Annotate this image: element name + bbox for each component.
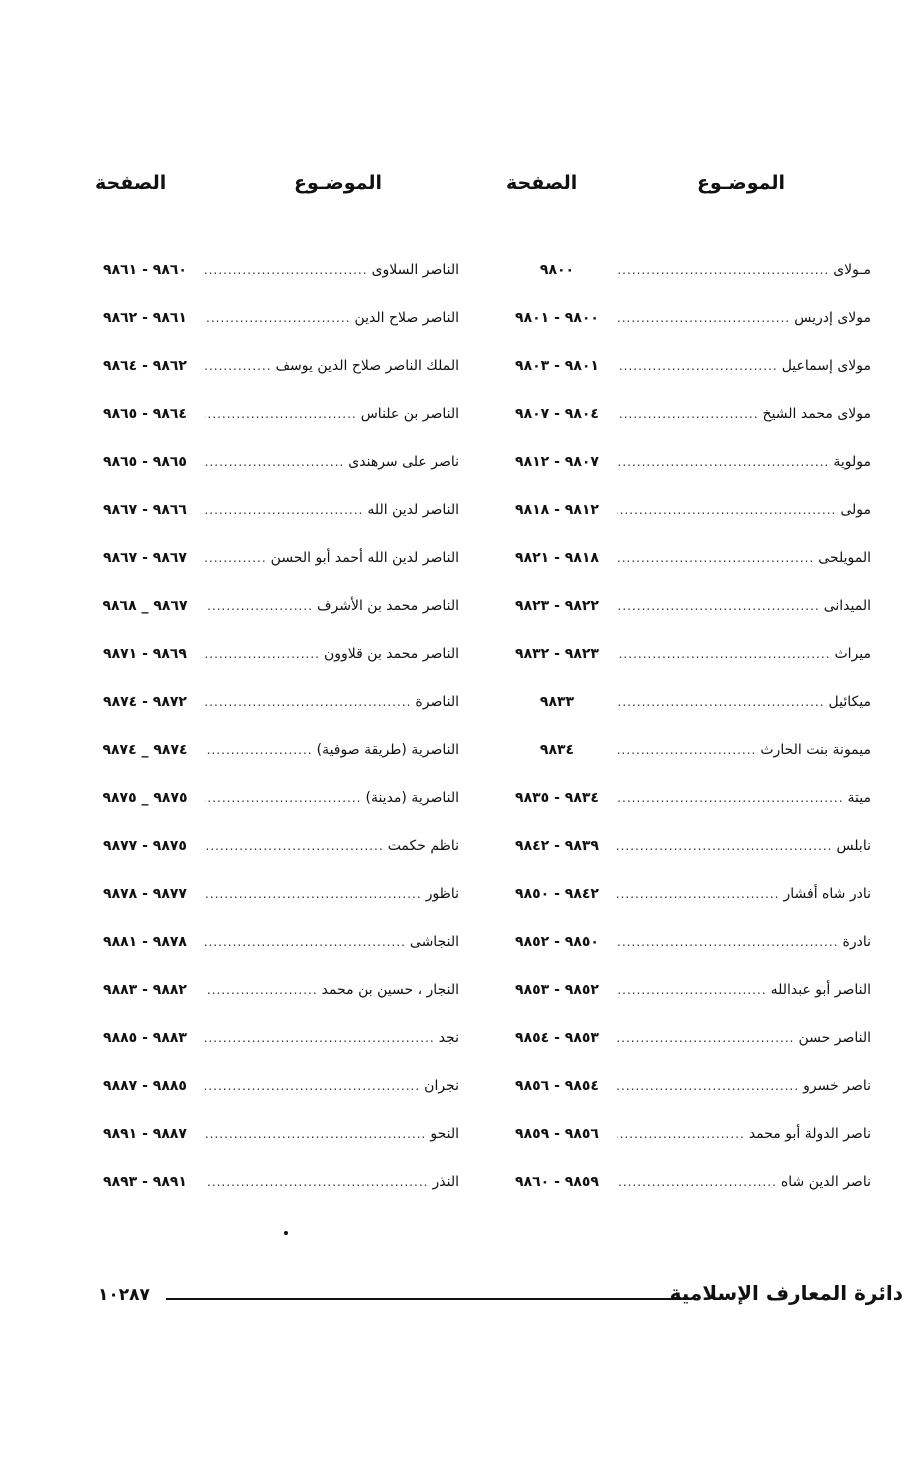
index-entry	[89, 1073, 459, 1099]
index-entry	[501, 737, 871, 763]
dot-leader	[617, 983, 767, 997]
index-entry	[501, 1025, 871, 1051]
entry-pages: ٩٨٠٤ - ٩٨٠٧	[515, 406, 599, 422]
dot-leader	[205, 839, 384, 853]
index-entry	[89, 641, 459, 667]
dot-leader	[617, 935, 839, 949]
index-entry	[89, 497, 459, 523]
index-entry	[501, 1169, 871, 1195]
left-topic-header: الموضـوع	[294, 172, 383, 194]
entry-pages: ٩٨٨٥ - ٩٨٨٧	[103, 1078, 187, 1094]
dot-leader	[617, 695, 825, 709]
dot-leader	[617, 311, 790, 325]
entry-pages: ٩٨٥٣ - ٩٨٥٤	[515, 1030, 599, 1046]
dot-leader	[205, 503, 363, 517]
entry-topic: الملك الناصر صلاح الدين يوسف	[275, 358, 459, 374]
entry-pages: ٩٨٠٠	[539, 262, 575, 278]
entry-pages: ٩٨٦١ - ٩٨٦٢	[103, 310, 187, 326]
dot-leader	[617, 743, 756, 757]
index-entry	[501, 977, 871, 1003]
entry-pages: ٩٨٣٤	[539, 742, 575, 758]
index-entry	[89, 977, 459, 1003]
entry-pages: ٩٨٧٢ - ٩٨٧٤	[103, 694, 187, 710]
index-entry	[501, 785, 871, 811]
entry-topic: ناصر على سرهندى	[348, 454, 459, 470]
index-entry	[501, 497, 871, 523]
entry-pages: ٩٨٦٧ _ ٩٨٦٨	[102, 598, 188, 614]
entry-topic: الناصرة	[415, 694, 459, 710]
entry-pages: ٩٨٥٦ - ٩٨٥٩	[515, 1126, 599, 1142]
dot-leader	[205, 743, 313, 757]
entry-topic: ناظور	[425, 886, 459, 902]
index-entry	[89, 929, 459, 955]
entry-topic: نجران	[424, 1078, 459, 1094]
index-entry	[89, 737, 459, 763]
index-entry	[501, 545, 871, 571]
dot-leader	[205, 455, 344, 469]
index-entry	[501, 305, 871, 331]
dot-leader	[617, 1127, 745, 1141]
entry-topic: مولاى إدريس	[794, 310, 871, 326]
dot-leader	[205, 791, 361, 805]
index-entry	[89, 689, 459, 715]
index-entry	[501, 881, 871, 907]
entry-topic: مولاى إسماعيل	[781, 358, 871, 374]
entry-pages: ٩٨٦٩ - ٩٨٧١	[103, 646, 187, 662]
dot-leader	[617, 503, 836, 517]
entry-pages: ٩٨٦٢ - ٩٨٦٤	[103, 358, 187, 374]
entry-pages: ٩٨٦٥ - ٩٨٦٥	[103, 454, 187, 470]
entry-pages: ٩٨٦٠ - ٩٨٦١	[103, 262, 187, 278]
footer-rule	[166, 1298, 691, 1300]
entry-pages: ٩٨٧٨ - ٩٨٨١	[103, 934, 187, 950]
dot-leader	[617, 647, 830, 661]
index-entry	[89, 401, 459, 427]
index-entry	[501, 257, 871, 283]
right-page-header: الصفحة	[506, 172, 578, 194]
entry-topic: النجار ، حسين بن محمد	[321, 982, 459, 998]
index-entry	[89, 785, 459, 811]
entry-topic: الناصر أبو عبدالله	[770, 982, 871, 998]
dot-leader	[205, 887, 422, 901]
dot-leader	[617, 407, 759, 421]
index-entry	[89, 545, 459, 571]
index-entry	[89, 353, 459, 379]
index-entry	[89, 1025, 459, 1051]
entry-pages: ٩٨٥٢ - ٩٨٥٣	[515, 982, 599, 998]
entry-pages: ٩٨٨٧ - ٩٨٩١	[103, 1126, 187, 1142]
index-entry	[501, 833, 871, 859]
dot-leader	[617, 1175, 777, 1189]
entry-pages: ٩٨٦٧ - ٩٨٦٧	[103, 550, 187, 566]
dot-leader	[617, 455, 829, 469]
entry-topic: ميتة	[847, 790, 871, 806]
dot-leader	[617, 263, 829, 277]
dot-leader	[205, 359, 272, 373]
entry-topic: ناظم حكمت	[387, 838, 459, 854]
entry-topic: ميكائيل	[828, 694, 871, 710]
dot-leader	[205, 695, 411, 709]
entry-topic: الناصر حسن	[798, 1030, 871, 1046]
dot-leader	[205, 647, 320, 661]
entry-pages: ٩٨٦٦ - ٩٨٦٧	[103, 502, 187, 518]
entry-topic: مـولاى	[833, 262, 871, 278]
dot-leader	[617, 551, 814, 565]
dot-leader	[617, 1079, 799, 1093]
entry-topic: الناصر لدين الله	[367, 502, 459, 518]
dot-leader	[205, 1175, 429, 1189]
index-entry	[89, 593, 459, 619]
index-entry	[501, 401, 871, 427]
entry-pages: ٩٨٤٢ - ٩٨٥٠	[515, 886, 599, 902]
entry-topic: النحو	[430, 1126, 459, 1142]
entry-pages: ٩٨٩١ - ٩٨٩٣	[103, 1174, 187, 1190]
index-entry	[89, 1121, 459, 1147]
index-entry	[89, 1169, 459, 1195]
entry-pages: ٩٨١٨ - ٩٨٢١	[515, 550, 599, 566]
index-entry	[501, 449, 871, 475]
dot-leader	[617, 359, 778, 373]
entry-topic: ميمونة بنت الحارث	[760, 742, 871, 758]
index-entry	[89, 881, 459, 907]
index-entry	[89, 833, 459, 859]
dot-leader	[617, 791, 844, 805]
dot-leader	[205, 1079, 420, 1093]
entry-pages: ٩٨٨٣ - ٩٨٨٥	[103, 1030, 187, 1046]
entry-topic: مولى	[840, 502, 871, 518]
index-entry	[89, 257, 459, 283]
entry-topic: الناصر السلاوى	[371, 262, 459, 278]
footer-title: دائرة المعارف الإسلامية	[669, 1281, 903, 1305]
entry-pages: ٩٨٠١ - ٩٨٠٣	[515, 358, 599, 374]
dot-leader	[205, 263, 368, 277]
entry-topic: الناصرية (مدينة)	[365, 790, 459, 806]
entry-pages: ٩٨٣٤ - ٩٨٣٥	[515, 790, 599, 806]
index-entry	[89, 449, 459, 475]
entry-topic: نادر شاه أفشار	[783, 886, 871, 902]
entry-pages: ٩٨٧٥ - ٩٨٧٧	[103, 838, 187, 854]
dot-leader	[205, 311, 351, 325]
entry-topic: نادرة	[842, 934, 871, 950]
entry-pages: ٩٨٨٢ - ٩٨٨٣	[103, 982, 187, 998]
index-entry	[501, 1121, 871, 1147]
index-entry	[501, 929, 871, 955]
index-entry	[501, 1073, 871, 1099]
entry-topic: نابلس	[836, 838, 871, 854]
dot-leader	[205, 1031, 435, 1045]
dot-leader	[617, 1031, 794, 1045]
right-topic-header: الموضـوع	[696, 172, 785, 194]
entry-topic: مولوية	[833, 454, 871, 470]
dot-leader	[617, 887, 780, 901]
entry-topic: الناصرية (طريقة صوفية)	[316, 742, 459, 758]
entry-topic: النذر	[432, 1174, 459, 1190]
print-speck	[284, 1231, 288, 1235]
entry-topic: ناصر الدين شاه	[780, 1174, 871, 1190]
index-entry	[89, 305, 459, 331]
entry-pages: ٩٨٦٤ - ٩٨٦٥	[103, 406, 187, 422]
index-entry	[501, 353, 871, 379]
dot-leader	[205, 599, 313, 613]
entry-topic: مولاى محمد الشيخ	[762, 406, 871, 422]
entry-topic: الناصر محمد بن الأشرف	[317, 598, 459, 614]
dot-leader	[205, 935, 406, 949]
footer-page-number: ١٠٢٨٧	[98, 1285, 150, 1305]
dot-leader	[617, 839, 832, 853]
entry-topic: الميدانى	[823, 598, 871, 614]
entry-topic: ناصر الدولة أبو محمد	[748, 1126, 871, 1142]
entry-pages: ٩٨٣٣	[539, 694, 575, 710]
dot-leader	[617, 599, 820, 613]
dot-leader	[205, 1127, 426, 1141]
entry-topic: المويلحى	[818, 550, 871, 566]
entry-topic: النجاشى	[409, 934, 459, 950]
index-entry	[501, 593, 871, 619]
entry-pages: ٩٨٥٤ - ٩٨٥٦	[515, 1078, 599, 1094]
entry-topic: الناصر صلاح الدين	[354, 310, 459, 326]
entry-topic: نجد	[438, 1030, 459, 1046]
left-page-header: الصفحة	[95, 172, 167, 194]
entry-topic: الناصر محمد بن قلاوون	[324, 646, 459, 662]
entry-pages: ٩٨٧٧ - ٩٨٧٨	[103, 886, 187, 902]
entry-pages: ٩٨٢٣ - ٩٨٣٢	[515, 646, 599, 662]
entry-topic: ناصر خسرو	[803, 1078, 871, 1094]
entry-pages: ٩٨٥٠ - ٩٨٥٢	[515, 934, 599, 950]
index-entry	[501, 641, 871, 667]
entry-pages: ٩٨٣٩ - ٩٨٤٢	[515, 838, 599, 854]
entry-pages: ٩٨٠٠ - ٩٨٠١	[515, 310, 599, 326]
index-entry	[501, 689, 871, 715]
dot-leader	[205, 983, 318, 997]
entry-pages: ٩٨٧٥ _ ٩٨٧٥	[102, 790, 188, 806]
entry-topic: الناصر لدين الله أحمد أبو الحسن	[270, 550, 459, 566]
dot-leader	[205, 551, 267, 565]
entry-pages: ٩٨١٢ - ٩٨١٨	[515, 502, 599, 518]
entry-pages: ٩٨٠٧ - ٩٨١٢	[515, 454, 599, 470]
entry-topic: الناصر بن علناس	[360, 406, 459, 422]
entry-pages: ٩٨٧٤ _ ٩٨٧٤	[102, 742, 188, 758]
entry-pages: ٩٨٥٩ - ٩٨٦٠	[515, 1174, 599, 1190]
dot-leader	[205, 407, 357, 421]
entry-topic: ميراث	[834, 646, 871, 662]
entry-pages: ٩٨٢٢ - ٩٨٢٣	[515, 598, 599, 614]
